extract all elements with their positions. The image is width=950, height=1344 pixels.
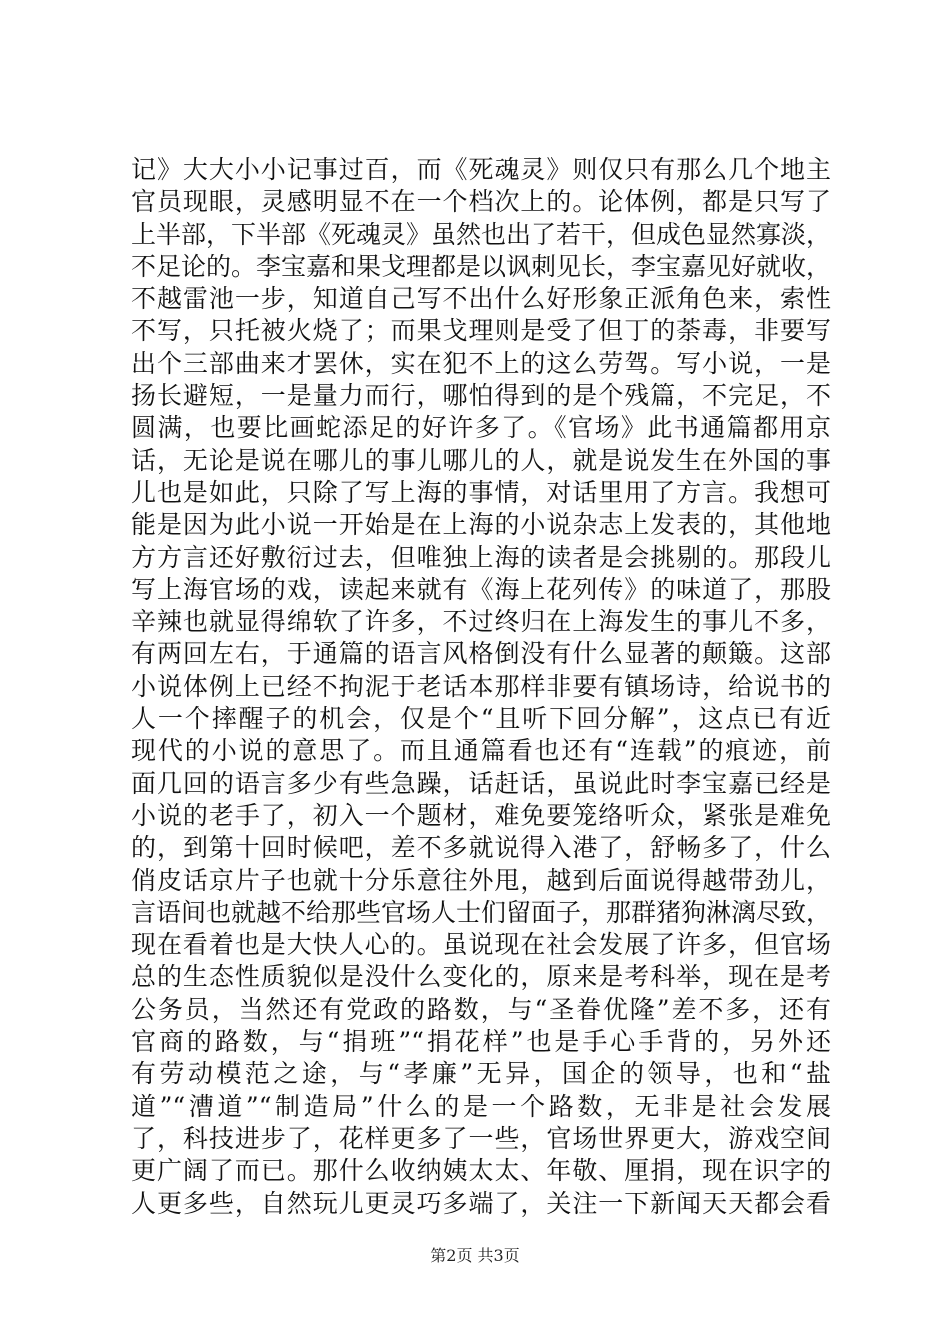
text-line: 的，到第十回时候吧，差不多就说得入港了，舒畅多了，什么: [131, 833, 831, 863]
text-line: 儿也是如此，只除了写上海的事情，对话里用了方言。我想可: [131, 477, 831, 507]
text-line: 小说体例上已经不拘泥于老话本那样非要有镇场诗，给说书的: [131, 671, 831, 701]
text-line: 道”“漕道”“制造局”什么的是一个路数，无非是社会发展: [131, 1091, 831, 1121]
text-line: 人一个摔醒子的机会，仅是个“且听下回分解”，这点已有近: [131, 704, 831, 734]
text-line: 总的生态性质貌似是没什么变化的，原来是考科举，现在是考: [131, 962, 831, 992]
text-line: 辛辣也就显得绵软了许多，不过终归在上海发生的事儿不多，: [131, 607, 831, 637]
text-line: 记》大大小小记事过百，而《死魂灵》则仅只有那么几个地主: [131, 155, 831, 184]
text-line: 小说的老手了，初入一个题材，难免要笼络听众，紧张是难免: [131, 800, 831, 830]
text-line: 方方言还好敷衍过去，但唯独上海的读者是会挑剔的。那段儿: [131, 542, 831, 572]
text-line: 有劳动模范之途，与“孝廉”无异，国企的领导，也和“盐: [131, 1059, 831, 1089]
text-line: 不越雷池一步，知道自己写不出什么好形象正派角色来，索性: [131, 284, 831, 314]
text-line: 俏皮话京片子也就十分乐意往外甩，越到后面说得越带劲儿，: [131, 865, 831, 895]
body-text: [131, 154, 831, 1220]
text-line: 能是因为此小说一开始是在上海的小说杂志上发表的，其他地: [131, 510, 831, 540]
page-number: 第2页 共3页: [430, 1246, 520, 1265]
text-line: 不写，只托被火烧了；而果戈理则是受了但丁的荼毒，非要写: [131, 316, 831, 346]
text-line: 面几回的语言多少有些急躁，话赶话，虽说此时李宝嘉已经是: [131, 768, 831, 798]
text-line: 有两回左右，于通篇的语言风格倒没有什么显著的颠簸。这部: [131, 639, 831, 669]
text-line: 更广阔了而已。那什么收纳姨太太、年敬、厘捐，现在识字的: [131, 1156, 831, 1186]
text-line: 了，科技进步了，花样更多了一些，官场世界更大，游戏空间: [131, 1123, 831, 1153]
text-line: 言语间也就越不给那些官场人士们留面子，那群猪狗淋漓尽致，: [131, 897, 831, 927]
text-line: 扬长避短，一是量力而行，哪怕得到的是个残篇，不完足，不: [131, 381, 831, 411]
text-line: 写上海官场的戏，读起来就有《海上花列传》的味道了，那股: [131, 574, 831, 604]
text-line: 人更多些，自然玩儿更灵巧多端了，关注一下新闻天天都会看: [131, 1188, 831, 1218]
text-line: 出个三部曲来才罢休，实在犯不上的这么劳驾。写小说，一是: [131, 348, 831, 378]
text-line: 现代的小说的意思了。而且通篇看也还有“连载”的痕迹，前: [131, 736, 831, 766]
text-line: 公务员，当然还有党政的路数，与“圣眷优隆”差不多，还有: [131, 994, 831, 1024]
text-line: 上半部，下半部《死魂灵》虽然也出了若干，但成色显然寡淡，: [131, 219, 831, 249]
text-line: 圆满，也要比画蛇添足的好许多了。《官场》此书通篇都用京: [131, 413, 831, 443]
text-line: 官员现眼，灵感明显不在一个档次上的。论体例，都是只写了: [131, 187, 831, 217]
text-line: 官商的路数，与“捐班”“捐花样”也是手心手背的，另外还: [131, 1027, 831, 1057]
text-line: 现在看着也是大快人心的。虽说现在社会发展了许多，但官场: [131, 930, 831, 960]
text-line: 不足论的。李宝嘉和果戈理都是以讽刺见长，李宝嘉见好就收，: [131, 251, 831, 281]
text-line: 话，无论是说在哪儿的事儿哪儿的人，就是说发生在外国的事: [131, 445, 831, 475]
